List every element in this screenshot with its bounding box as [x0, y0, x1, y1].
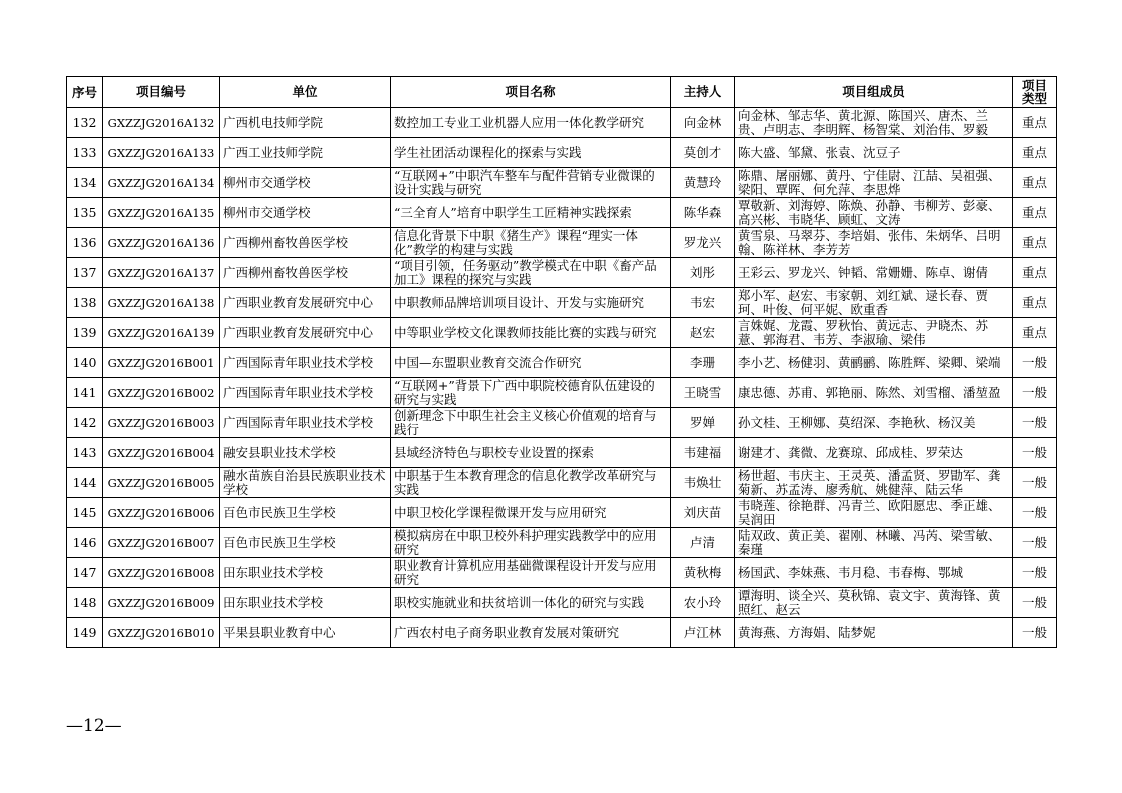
cell-unit: 田东职业技术学校	[220, 558, 391, 588]
table-row	[67, 378, 1057, 408]
cell-project-code: GXZZJG2016A136	[103, 228, 220, 258]
table-row	[67, 168, 1057, 198]
cell-host: 韦宏	[671, 288, 735, 318]
cell-host: 韦焕壮	[671, 468, 735, 498]
cell-project-type: 一般	[1013, 408, 1057, 438]
cell-seq: 142	[67, 408, 103, 438]
cell-unit: 柳州市交通学校	[220, 198, 391, 228]
cell-members: 覃敬新、刘海婷、陈焕、孙静、韦柳芳、彭豪、高兴彬、韦晓华、顾虹、文涛	[735, 198, 1013, 228]
cell-seq: 140	[67, 348, 103, 378]
cell-project-code: GXZZJG2016A138	[103, 288, 220, 318]
header-members: 项目组成员	[735, 77, 1013, 108]
cell-project-type: 重点	[1013, 228, 1057, 258]
cell-unit: 广西职业教育发展研究中心	[220, 318, 391, 348]
header-seq: 序号	[67, 77, 103, 108]
cell-project-name: 中职基于生本教育理念的信息化教学改革研究与实践	[391, 468, 671, 498]
cell-unit: 广西国际青年职业技术学校	[220, 408, 391, 438]
cell-members: 康忠德、苏甫、郭艳丽、陈然、刘雪榴、潘堃盈	[735, 378, 1013, 408]
cell-host: 罗婵	[671, 408, 735, 438]
header-code: 项目编号	[103, 77, 220, 108]
cell-project-type: 一般	[1013, 588, 1057, 618]
cell-members: 杨世超、韦庆主、王灵英、潘孟贤、罗勖军、龚菊新、苏孟涛、廖秀航、姚健萍、陆云华	[735, 468, 1013, 498]
cell-project-type: 重点	[1013, 288, 1057, 318]
cell-members: 郑小军、赵宏、韦家朝、刘红斌、逯长春、贾珂、叶俊、何平妮、欧重香	[735, 288, 1013, 318]
cell-project-code: GXZZJG2016B007	[103, 528, 220, 558]
cell-project-code: GXZZJG2016B004	[103, 438, 220, 468]
cell-project-code: GXZZJG2016B005	[103, 468, 220, 498]
table-row	[67, 138, 1057, 168]
cell-project-type: 一般	[1013, 498, 1057, 528]
cell-project-type: 一般	[1013, 618, 1057, 648]
cell-project-code: GXZZJG2016A137	[103, 258, 220, 288]
cell-project-name: 县域经济特色与职校专业设置的探索	[391, 438, 671, 468]
cell-seq: 141	[67, 378, 103, 408]
cell-unit: 融安县职业技术学校	[220, 438, 391, 468]
cell-unit: 广西职业教育发展研究中心	[220, 288, 391, 318]
table-row	[67, 528, 1057, 558]
cell-unit: 广西工业技师学院	[220, 138, 391, 168]
cell-project-code: GXZZJG2016B010	[103, 618, 220, 648]
cell-seq: 137	[67, 258, 103, 288]
cell-members: 谢建才、龚微、龙赛琼、邱成桂、罗荣达	[735, 438, 1013, 468]
cell-project-type: 重点	[1013, 258, 1057, 288]
cell-members: 黄海燕、方海娟、陆梦妮	[735, 618, 1013, 648]
cell-unit: 广西国际青年职业技术学校	[220, 378, 391, 408]
cell-project-name: 信息化背景下中职《猪生产》课程“理实一体化”教学的构建与实践	[391, 228, 671, 258]
cell-seq: 132	[67, 108, 103, 138]
cell-seq: 133	[67, 138, 103, 168]
cell-members: 杨国武、李妹燕、韦月稳、韦春梅、鄂城	[735, 558, 1013, 588]
table-row	[67, 348, 1057, 378]
cell-project-name: 中职卫校化学课程微课开发与应用研究	[391, 498, 671, 528]
header-host: 主持人	[671, 77, 735, 108]
cell-members: 王彩云、罗龙兴、钟韬、常姗姗、陈卓、谢倩	[735, 258, 1013, 288]
cell-project-name: 学生社团活动课程化的探索与实践	[391, 138, 671, 168]
cell-host: 农小玲	[671, 588, 735, 618]
cell-host: 刘彤	[671, 258, 735, 288]
cell-seq: 149	[67, 618, 103, 648]
cell-project-name: “项目引领，任务驱动”教学模式在中职《畜产品加工》课程的探究与实践	[391, 258, 671, 288]
cell-project-code: GXZZJG2016B001	[103, 348, 220, 378]
cell-seq: 146	[67, 528, 103, 558]
cell-members: 陈大盛、邹黛、张袁、沈豆子	[735, 138, 1013, 168]
table-body	[67, 108, 1057, 648]
cell-seq: 145	[67, 498, 103, 528]
cell-host: 黄秋梅	[671, 558, 735, 588]
cell-project-code: GXZZJG2016B003	[103, 408, 220, 438]
table-row	[67, 468, 1057, 498]
cell-project-type: 重点	[1013, 108, 1057, 138]
table-row	[67, 438, 1057, 468]
cell-project-code: GXZZJG2016B002	[103, 378, 220, 408]
cell-project-name: “三全育人”培育中职学生工匠精神实践探索	[391, 198, 671, 228]
cell-project-name: 创新理念下中职生社会主义核心价值观的培育与践行	[391, 408, 671, 438]
cell-project-name: 职业教育计算机应用基础微课程设计开发与应用研究	[391, 558, 671, 588]
cell-project-name: 模拟病房在中职卫校外科护理实践教学中的应用研究	[391, 528, 671, 558]
cell-project-name: 数控加工专业工业机器人应用一体化教学研究	[391, 108, 671, 138]
page-number: —12—	[66, 716, 122, 736]
cell-seq: 148	[67, 588, 103, 618]
cell-seq: 147	[67, 558, 103, 588]
cell-project-name: 职校实施就业和扶贫培训一体化的研究与实践	[391, 588, 671, 618]
cell-members: 李小艺、杨健羽、黄鹂鹂、陈胜辉、梁卿、梁端	[735, 348, 1013, 378]
table-row	[67, 318, 1057, 348]
cell-project-type: 一般	[1013, 468, 1057, 498]
cell-project-type: 重点	[1013, 168, 1057, 198]
cell-unit: 广西机电技师学院	[220, 108, 391, 138]
cell-unit: 柳州市交通学校	[220, 168, 391, 198]
cell-host: 黄慧玲	[671, 168, 735, 198]
table-row	[67, 498, 1057, 528]
header-row	[67, 77, 1057, 108]
cell-seq: 135	[67, 198, 103, 228]
cell-members: 谭海明、谈全兴、莫秋锦、袁文宇、黄海锋、黄照红、赵云	[735, 588, 1013, 618]
cell-unit: 百色市民族卫生学校	[220, 528, 391, 558]
cell-project-code: GXZZJG2016A134	[103, 168, 220, 198]
cell-host: 卢清	[671, 528, 735, 558]
table-row	[67, 108, 1057, 138]
cell-project-type: 一般	[1013, 348, 1057, 378]
cell-project-type: 重点	[1013, 198, 1057, 228]
cell-members: 韦晓莲、徐艳群、冯青兰、欧阳愿忠、季正雄、吴润田	[735, 498, 1013, 528]
cell-members: 向金林、邹志华、黄北源、陈国兴、唐杰、兰贵、卢明志、李明辉、杨智棠、刘治伟、罗毅	[735, 108, 1013, 138]
project-table	[66, 76, 1057, 648]
header-unit: 单位	[220, 77, 391, 108]
table-row	[67, 408, 1057, 438]
header-type: 项目类型	[1013, 77, 1057, 108]
cell-unit: 广西柳州畜牧兽医学校	[220, 228, 391, 258]
cell-project-name: “互联网+”中职汽车整车与配件营销专业微课的设计实践与研究	[391, 168, 671, 198]
cell-members: 言姝娓、龙霞、罗秋怡、黄远志、尹晓杰、苏薏、郭海君、韦芳、李淑瑜、梁伟	[735, 318, 1013, 348]
cell-seq: 134	[67, 168, 103, 198]
cell-project-type: 一般	[1013, 528, 1057, 558]
cell-project-name: 中国—东盟职业教育交流合作研究	[391, 348, 671, 378]
cell-project-name: 广西农村电子商务职业教育发展对策研究	[391, 618, 671, 648]
cell-project-code: GXZZJG2016A133	[103, 138, 220, 168]
cell-host: 莫创才	[671, 138, 735, 168]
cell-project-name: 中职教师品牌培训项目设计、开发与实施研究	[391, 288, 671, 318]
cell-seq: 136	[67, 228, 103, 258]
cell-project-name: “互联网+”背景下广西中职院校德育队伍建设的研究与实践	[391, 378, 671, 408]
cell-project-name: 中等职业学校文化课教师技能比赛的实践与研究	[391, 318, 671, 348]
cell-host: 陈华森	[671, 198, 735, 228]
cell-unit: 广西国际青年职业技术学校	[220, 348, 391, 378]
table-row	[67, 588, 1057, 618]
cell-project-type: 一般	[1013, 378, 1057, 408]
table-row	[67, 288, 1057, 318]
cell-host: 王晓雪	[671, 378, 735, 408]
cell-unit: 融水苗族自治县民族职业技术学校	[220, 468, 391, 498]
cell-members: 陆双政、黄正美、翟刚、林曦、冯芮、梁雪敏、秦瑾	[735, 528, 1013, 558]
cell-project-code: GXZZJG2016B009	[103, 588, 220, 618]
cell-project-code: GXZZJG2016A139	[103, 318, 220, 348]
cell-seq: 143	[67, 438, 103, 468]
cell-host: 卢江林	[671, 618, 735, 648]
header-name: 项目名称	[391, 77, 671, 108]
table-row	[67, 558, 1057, 588]
cell-project-code: GXZZJG2016B008	[103, 558, 220, 588]
cell-members: 孙文桂、王柳娜、莫绍深、李艳秋、杨汉美	[735, 408, 1013, 438]
cell-seq: 144	[67, 468, 103, 498]
table-row	[67, 228, 1057, 258]
cell-project-type: 重点	[1013, 138, 1057, 168]
cell-project-code: GXZZJG2016A132	[103, 108, 220, 138]
cell-unit: 百色市民族卫生学校	[220, 498, 391, 528]
cell-host: 罗龙兴	[671, 228, 735, 258]
table-row	[67, 198, 1057, 228]
cell-project-type: 一般	[1013, 558, 1057, 588]
cell-project-type: 重点	[1013, 318, 1057, 348]
cell-seq: 138	[67, 288, 103, 318]
cell-host: 赵宏	[671, 318, 735, 348]
table-row	[67, 258, 1057, 288]
cell-unit: 广西柳州畜牧兽医学校	[220, 258, 391, 288]
cell-host: 韦建福	[671, 438, 735, 468]
cell-members: 陈鼎、屠丽娜、黄丹、宁佳尉、江喆、吴祖强、梁阳、覃晖、何允萍、李思烨	[735, 168, 1013, 198]
cell-project-code: GXZZJG2016B006	[103, 498, 220, 528]
cell-host: 刘庆苗	[671, 498, 735, 528]
cell-project-type: 一般	[1013, 438, 1057, 468]
table-row	[67, 618, 1057, 648]
cell-unit: 平果县职业教育中心	[220, 618, 391, 648]
cell-seq: 139	[67, 318, 103, 348]
cell-project-code: GXZZJG2016A135	[103, 198, 220, 228]
cell-unit: 田东职业技术学校	[220, 588, 391, 618]
cell-host: 向金林	[671, 108, 735, 138]
cell-members: 黄雪泉、马翠芬、李培娟、张伟、朱炳华、吕明翰、陈祥林、李芳芳	[735, 228, 1013, 258]
cell-host: 李珊	[671, 348, 735, 378]
